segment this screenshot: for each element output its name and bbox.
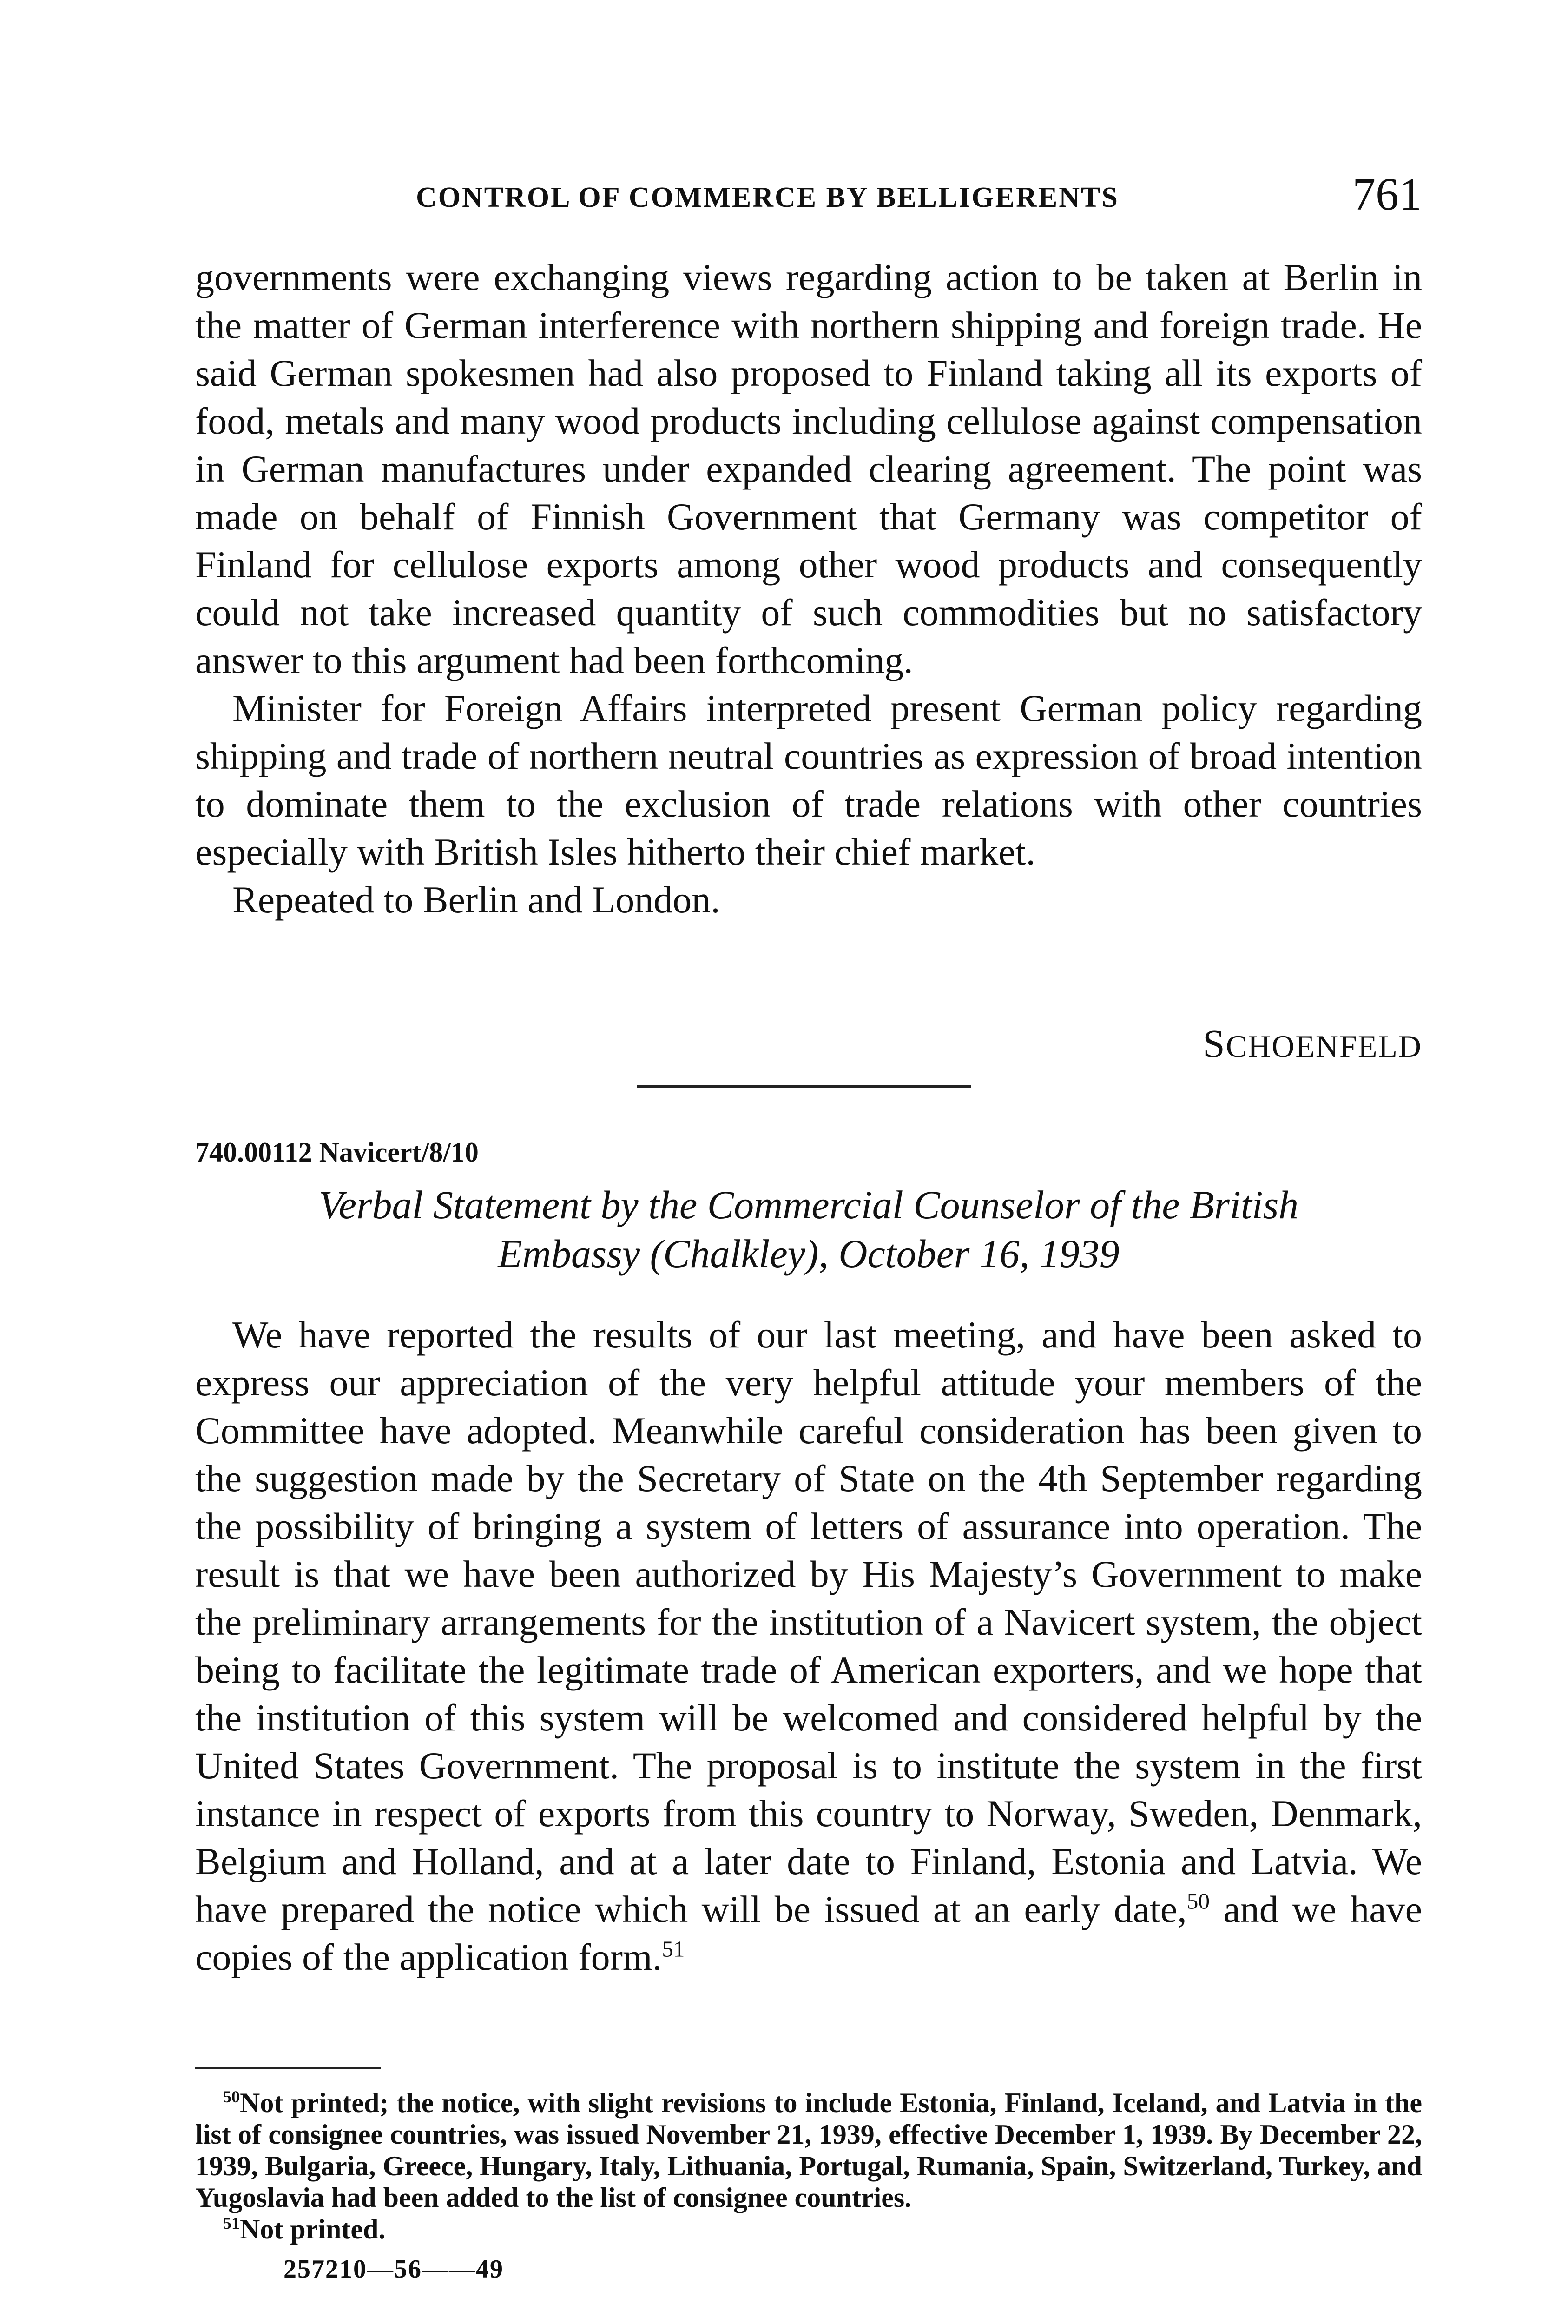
signature-initial: S — [1202, 1021, 1226, 1066]
document-title — [195, 1181, 1422, 1278]
signature-rest: CHOENFELD — [1225, 1029, 1422, 1064]
page-number: 761 — [1352, 168, 1422, 220]
document-title-line-2: Embassy (Chalkley), October 16, 1939 — [498, 1231, 1120, 1276]
footnote-51-marker: 51 — [223, 2214, 240, 2232]
telegram-paragraph-1: governments were exchanging views regarding action to be taken at Berlin in the matter of German interference with northern shipping and foreign trade. He said German spokesmen had also proposed to Finland taking all its exports of food, metals and many wood products including cellulose against compensation in German manufactures under expanded clearing agreement. The point was made on behalf of Finnish Government that Germany was competitor of Finland for cellulose exports among other wood products and consequently could not take increased quantity of such commodities but no satisfactory answer to this argument had been forthcoming. — [195, 256, 1422, 681]
telegram-paragraph-2: Minister for Foreign Affairs interpreted present German policy regarding shipping and trade of northern neutral countries as expression of broad intention to dominate them to the exclusion of trade relations with other countries especially with British Isles hitherto their chief market. — [195, 687, 1422, 873]
running-header — [195, 167, 1422, 218]
footnote-50 — [195, 2087, 1422, 2213]
signature — [1203, 1020, 1422, 1067]
print-code: 257210—56——49 — [283, 2255, 504, 2284]
footnote-ref-51: 51 — [662, 1936, 685, 1962]
footnote-50-marker: 50 — [223, 2087, 240, 2106]
footnote-ref-50: 50 — [1186, 1888, 1210, 1914]
footnote-divider — [195, 2067, 381, 2069]
statement-paragraph — [195, 1311, 1422, 1981]
section-divider — [637, 1085, 971, 1088]
file-number: 740.00112 Navicert/8/10 — [195, 1137, 479, 1168]
footnotes — [195, 2087, 1422, 2245]
statement-text-end: and we have copies of the application form. — [195, 1888, 1422, 1978]
footnote-51-text: Not printed. — [240, 2214, 386, 2245]
running-title: CONTROL OF COMMERCE BY BELLIGERENTS — [416, 182, 1119, 213]
statement-body — [195, 1311, 1422, 1981]
footnote-51 — [195, 2213, 1422, 2245]
continued-telegram — [195, 253, 1422, 924]
document-title-line-1: Verbal Statement by the Commercial Counselor of the British — [318, 1182, 1299, 1227]
statement-text: We have reported the results of our last meeting, and have been asked to express our appreciation of the very helpful attitude your members of the Committee have adopted. Meanwhile careful consideration has been given to the suggestion made by the Secretary of State on the 4th September regarding the possibility of bringing a system of letters of assurance into operation. The result is that we have been authorized by His Majesty’s Government to make the preliminary arrangements for the institution of a Navicert system, the object being to facilitate the legitimate trade of American exporters, and we hope that the institution of this system will be welcomed and considered helpful by the United States Government. The proposal is to institute the system in the first instance in respect of exports from this country to Norway, Sweden, Denmark, Belgium and Holland, and at a later date to Finland, Estonia and Latvia. We have prepared the notice which will be issued at an early date, — [195, 1314, 1422, 1930]
telegram-paragraph-3: Repeated to Berlin and London. — [232, 878, 720, 921]
footnote-50-text: Not printed; the notice, with slight revisions to include Estonia, Finland, Iceland, and Latvia in the list of consignee countries, was issued November 21, 1939, effective December 1, 1939. By December 22, 1939, Bulgaria, Greece, Hungary, Italy, Lithuania, Portugal, Rumania, Spain, Switzerland, Turkey, and Yugoslavia had been added to the list of consignee countries. — [195, 2087, 1422, 2213]
